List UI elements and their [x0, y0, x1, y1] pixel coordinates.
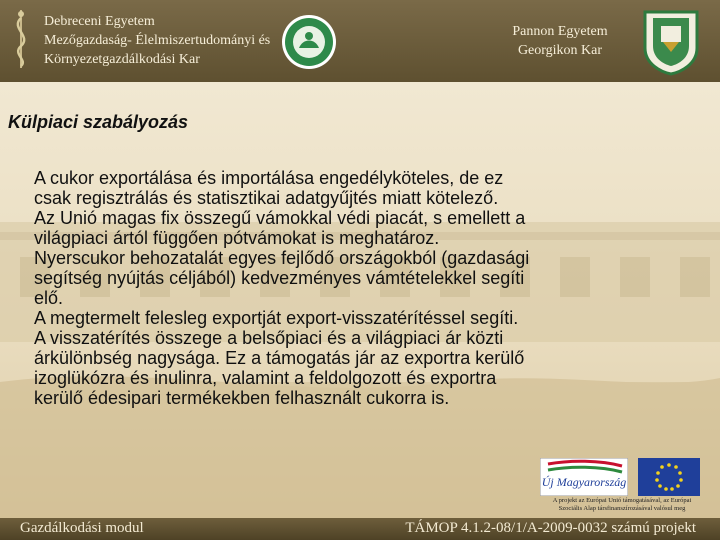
- header-left-line: Mezőgazdaság- Élelmiszertudományi és: [44, 33, 271, 48]
- module-name: Gazdálkodási modul: [20, 520, 144, 536]
- faculty-name-right: [505, 22, 615, 60]
- slide-body: [0, 82, 720, 518]
- uj-magyarorszag-logo-icon: [540, 458, 628, 496]
- text-line: A cukor exportálása és importálása engedélyköteles, de ez: [34, 168, 504, 188]
- eu-funding-caption: [528, 497, 716, 513]
- footer-band: [0, 518, 720, 540]
- faculty-seal-icon: [281, 14, 337, 70]
- university-logo-icon: [6, 8, 36, 70]
- text-line: csak regisztrálás és statisztikai adatgyűjtés miatt kötelező.: [34, 188, 499, 208]
- project-id: TÁMOP 4.1.2-08/1/A-2009-0032 számú projekt: [405, 520, 696, 536]
- university-crest-icon: [641, 8, 701, 76]
- eu-flag-icon: [638, 458, 700, 496]
- text-line: Nyerscukor behozatalát egyes fejlődő országokból (gazdasági: [34, 248, 530, 268]
- header-left-line: Környezetgazdálkodási Kar: [44, 52, 200, 67]
- caption-line: A projekt az Európai Unió támogatásával, az Európai: [552, 497, 692, 504]
- text-line: árkülönbség nagysága. Ez a támogatás jár az exportra kerülő: [34, 348, 525, 368]
- text-line: kerülő édesipari termékekben felhasznált cukorra is.: [34, 388, 450, 408]
- header-left-line: Debreceni Egyetem: [44, 14, 155, 29]
- header-right-line: Georgikon Kar: [517, 43, 603, 58]
- header-band: [0, 0, 720, 82]
- header-right-line: Pannon Egyetem: [512, 24, 608, 39]
- text-line: Az Unió magas fix összegű vámokkal védi piacát, s emellett a: [34, 208, 526, 228]
- text-line: izoglükózra és inulinra, valamint a feldolgozott és exportra: [34, 368, 497, 388]
- caption-line: Szociális Alap társfinanszírozásával valósul meg: [558, 505, 686, 512]
- faculty-name-left: [44, 12, 270, 69]
- slide-title: Külpiaci szabályozás: [8, 112, 189, 132]
- text-line: A megtermelt felesleg exportját export-visszatérítéssel segíti.: [34, 308, 519, 328]
- svg-text:Új Magyarország: Új Magyarország: [541, 475, 627, 489]
- text-line: A visszatérítés összege a belsőpiaci és a világpiaci ár közti: [34, 328, 504, 348]
- text-line: világpiaci ártól függően pótvámokat is meghatároz.: [34, 228, 440, 248]
- text-line: elő.: [34, 288, 64, 308]
- text-line: segítség nyújtás céljából) kedvezményes vámtételekkel segíti: [34, 268, 525, 288]
- slide-text: [34, 168, 704, 408]
